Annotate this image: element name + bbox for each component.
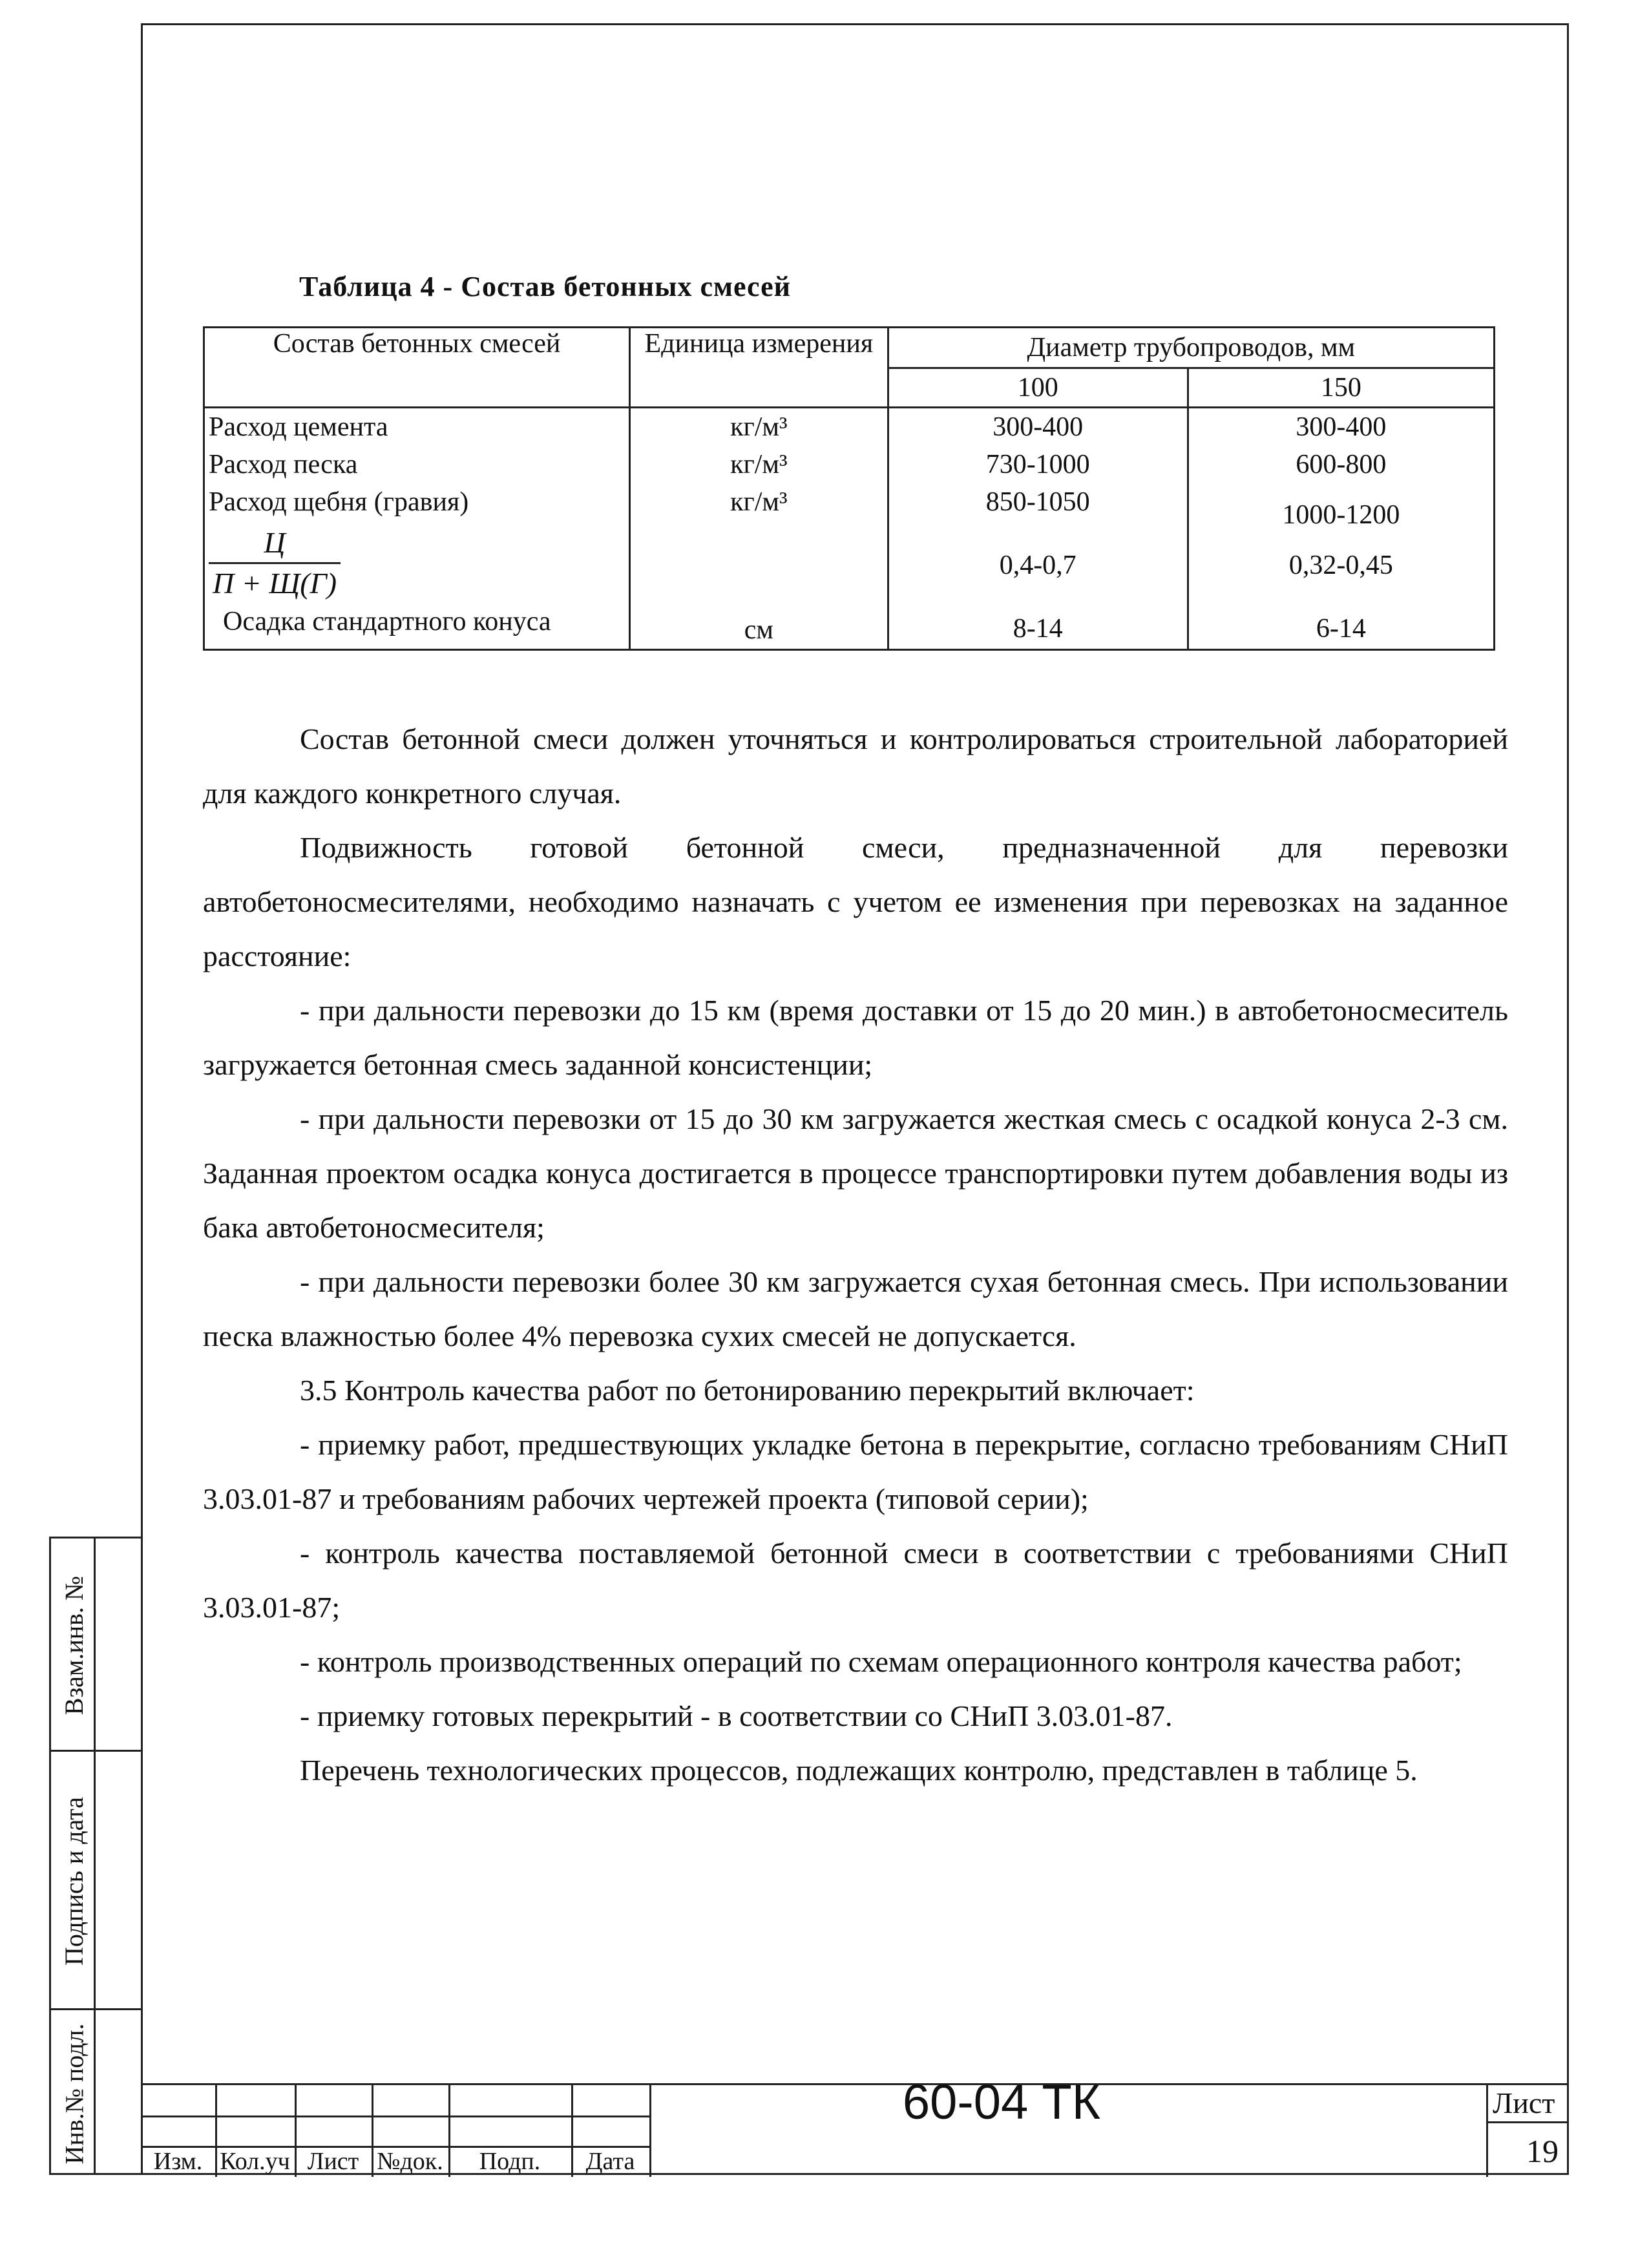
- row-unit: кг/м³: [730, 450, 788, 479]
- side-cell-sign-date: [51, 1752, 141, 2010]
- header-diameter: Диаметр трубопроводов, мм: [888, 328, 1494, 368]
- row-unit: см: [744, 615, 773, 645]
- side-cell-inv-replace: [51, 1538, 141, 1752]
- document-code: 60-04 ТК: [902, 2075, 1101, 2130]
- row-name: Осадка стандартного конуса: [223, 607, 551, 636]
- row-value: 6-14: [1316, 614, 1366, 644]
- paragraph: Перечень технологических процессов, подлежащих контролю, представлен в таблице 5.: [300, 1754, 1418, 1787]
- row-value: 850-1050: [985, 487, 1090, 517]
- title-block-hline: [1486, 2121, 1569, 2123]
- header-d100: 100: [888, 368, 1188, 408]
- side-cell-inv-orig: [51, 2010, 141, 2177]
- paragraph: - контроль качества поставляемой бетонной смеси в соответствии с требованиями СНиП 3.03.01-87;: [203, 1537, 1508, 1624]
- paragraph: - при дальности перевозки более 30 км загружается сухая бетонная смесь. При использовании песка влажностью более 4% перевозка сухих смесей не допускается.: [203, 1265, 1508, 1352]
- side-label-inv-replace: Взам.инв. №: [59, 1575, 89, 1715]
- ratio-formula: [209, 523, 341, 603]
- ratio-denominator: П + Щ(Г): [213, 567, 337, 600]
- side-stamp: [49, 1537, 141, 2175]
- ratio-numerator: Ц: [209, 523, 341, 564]
- paragraph: Подвижность готовой бетонной смеси, предназначенной для перевозки автобетоносмесителями, необходимо назначать с учетом ее изменения при перевозках на заданное расстояние:: [203, 831, 1508, 972]
- col-d150: [1188, 408, 1494, 650]
- label-list: Лист: [307, 2148, 359, 2175]
- row-unit: кг/м³: [730, 412, 788, 442]
- paragraph: - контроль производственных операций по схемам операционного контроля качества работ;: [300, 1645, 1462, 1678]
- row-value: 1000-1200: [1282, 500, 1400, 530]
- row-value: 300-400: [1296, 412, 1387, 442]
- paragraph: - при дальности перевозки до 15 км (время доставки от 15 до 20 мин.) в автобетоносмеситель загружается бетонная смесь заданной консистенции;: [203, 994, 1508, 1081]
- row-name: Расход цемента: [209, 412, 388, 442]
- paragraph: - приемку работ, предшествующих укладке бетона в перекрытие, согласно требованиям СНиП 3.03.01-87 и требованиям рабочих чертежей проекта (типовой серии);: [203, 1428, 1508, 1515]
- paragraph: - приемку готовых перекрытий - в соответствии со СНиП 3.03.01-87.: [300, 1699, 1173, 1732]
- col-d100: [888, 408, 1188, 650]
- sheet-number: 19: [1526, 2133, 1559, 2169]
- header-unit: Единица измерения: [630, 328, 888, 408]
- row-value: 0,4-0,7: [999, 551, 1077, 580]
- title-block-vline: [1486, 2085, 1488, 2177]
- col-names: [204, 408, 630, 650]
- row-unit: кг/м³: [730, 487, 788, 517]
- row-value: 600-800: [1296, 450, 1387, 479]
- paragraph: 3.5 Контроль качества работ по бетонированию перекрытий включает:: [300, 1374, 1195, 1407]
- paragraph: Состав бетонной смеси должен уточняться и контролироваться строительной лабораторией для каждого конкретного случая.: [203, 722, 1508, 810]
- row-value: 8-14: [1013, 614, 1063, 644]
- row-name: Расход песка: [209, 450, 358, 479]
- paragraph: - при дальности перевозки от 15 до 30 км загружается жесткая смесь с осадкой конуса 2-3 см. Заданная проектом осадка конуса достигается в процессе транспортировки путем добавления воды из бака автобетоносмесителя;: [203, 1102, 1508, 1244]
- label-kol-uch: Кол.уч: [220, 2148, 290, 2175]
- row-value: 300-400: [993, 412, 1084, 442]
- body-text: [203, 712, 1508, 1798]
- row-name: Расход щебня (гравия): [209, 487, 469, 517]
- side-label-inv-orig: Инв.№ подл.: [59, 2023, 89, 2164]
- label-podp: Подп.: [479, 2148, 541, 2175]
- col-units: [630, 408, 888, 650]
- table-caption: Таблица 4 - Состав бетонных смесей: [299, 271, 791, 302]
- label-ndok: №док.: [377, 2148, 443, 2175]
- label-izm: Изм.: [153, 2148, 203, 2175]
- sheet-label: Лист: [1493, 2086, 1555, 2119]
- concrete-mix-table: [203, 326, 1495, 651]
- row-value: 0,32-0,45: [1288, 551, 1393, 580]
- row-value: 730-1000: [985, 450, 1090, 479]
- side-label-sign-date: Подпись и дата: [59, 1796, 89, 1966]
- header-composition: Состав бетонных смесей: [204, 328, 630, 408]
- header-d150: 150: [1188, 368, 1494, 408]
- label-data: Дата: [585, 2148, 635, 2175]
